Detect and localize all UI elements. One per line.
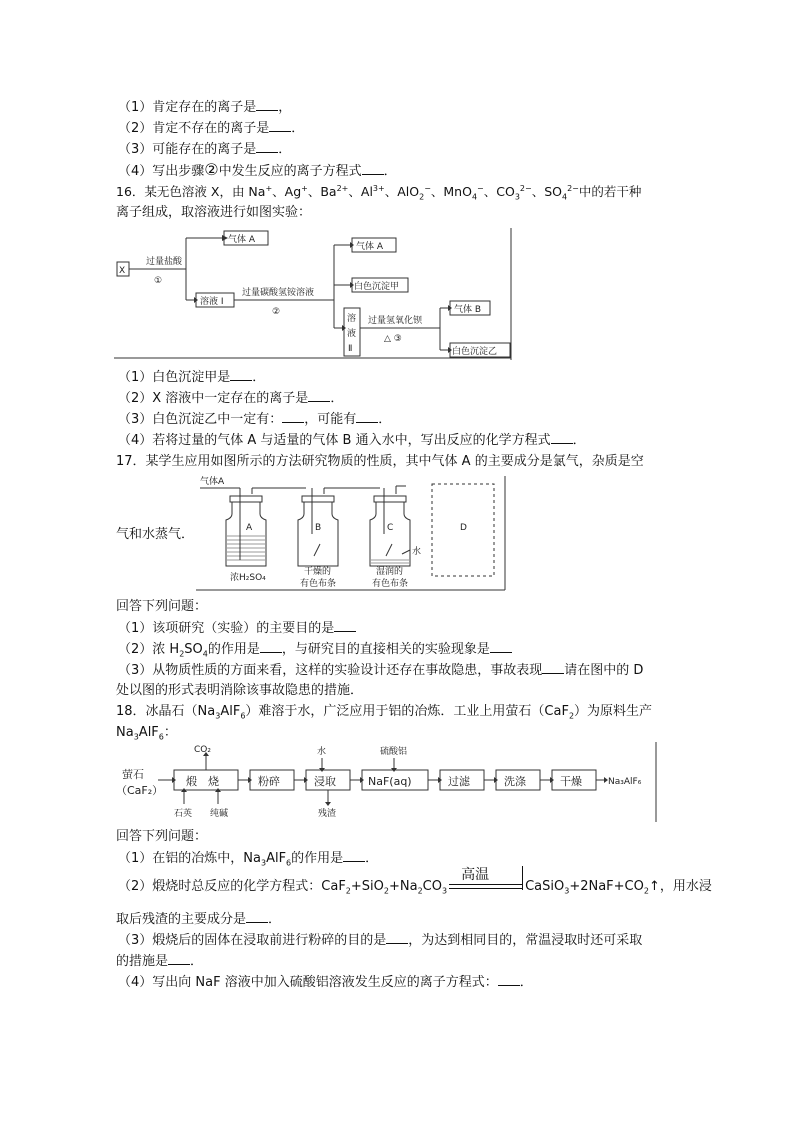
wet-cloth-label-2: 有色布条 <box>372 579 409 589</box>
punct: ． <box>378 412 392 427</box>
sub: 3 <box>514 192 520 202</box>
equation-bar <box>522 866 523 890</box>
sub: 3 <box>215 711 221 721</box>
answer-blank[interactable] <box>168 952 190 965</box>
sub: 2 <box>419 192 425 202</box>
punct: ． <box>330 391 344 406</box>
punct: ． <box>365 851 379 866</box>
bottle-a-stopper <box>230 496 262 502</box>
sub: 2 <box>179 649 185 659</box>
answer-blank[interactable] <box>282 410 304 423</box>
q16-line-2 <box>118 389 343 408</box>
sup: 3+ <box>372 183 385 193</box>
water-label: 水 <box>317 747 327 757</box>
answer-blank[interactable] <box>334 619 356 632</box>
sup: 2− <box>519 183 532 193</box>
wet-cloth <box>386 544 392 556</box>
equation-line <box>449 888 523 889</box>
q16-p4-text: （4）若将过量的气体 A 与适量的气体 B 通入水中，写出反应的化学方程式 <box>118 433 551 448</box>
q16-stem: 16．某无色溶液 X，由 Na+、Ag+、$Ba^{2+}$、$Al^{3+}$、AlO$_2$−、MnO$_4$−、$CO_3^{2-}$、$SO_4^{2-}$中的若干种 <box>116 183 642 202</box>
reagent-hcl: 过量盐酸 <box>146 257 183 267</box>
q17-p1-text: （1）该项研究（实验）的主要目的是 <box>118 621 335 636</box>
q17-line-2 <box>118 640 512 659</box>
q16-stem-b: 中的若干种 <box>578 184 642 199</box>
co2-label: CO₂ <box>194 745 211 755</box>
q18-p2-text-f: +2NaF+CO <box>569 879 644 894</box>
gas-a-label: 气体 A <box>228 235 256 245</box>
q17-line-4: 处以图的形式表明消除该事故隐患的措施． <box>116 683 364 698</box>
gas-b-label: 气体 B <box>454 305 482 315</box>
bottle-b <box>298 502 338 566</box>
fluorite-formula: （CaF₂） <box>116 784 164 797</box>
answer-blank[interactable] <box>246 910 268 923</box>
q16-stem-2: 离子组成，取溶液进行如图实验： <box>116 205 312 220</box>
q17-p3-text-b: 请在图中的 D <box>564 663 644 678</box>
q15-p1-text: （1）肯定存在的离子是 <box>118 100 257 115</box>
q18-p3-text-b: ，为达到相同目的，常温浸取时还可采取 <box>408 933 643 948</box>
quartz-label: 石英 <box>174 809 193 819</box>
q18-stem2-a: Na <box>116 725 134 740</box>
q15-line-3 <box>118 140 291 159</box>
sup: 2+ <box>336 183 349 193</box>
q18-stem-a: 18．冰晶石（Na <box>116 704 216 719</box>
answer-blank[interactable] <box>256 140 278 153</box>
solution-2-label: Ⅱ <box>348 344 353 354</box>
q18-process-diagram <box>114 742 659 822</box>
q17-p2-text-d: ，与研究目的直接相关的实验现象是 <box>281 642 490 657</box>
leach-label: 浸取 <box>314 775 336 788</box>
q18-stem2-c: ： <box>163 725 177 740</box>
answer-blank[interactable] <box>308 389 330 402</box>
bottle-c <box>370 502 410 566</box>
calcine-label: 煅 烧 <box>186 775 219 788</box>
q15-line-4 <box>118 161 397 181</box>
q16-stem-a: 16．某无色溶液 X，由 Na <box>116 184 266 199</box>
q18-stem-d: ）为原料生产 <box>574 704 653 719</box>
q15-p3-text: （3）可能存在的离子是 <box>118 142 257 157</box>
solution-2-label: 溶 <box>347 314 357 324</box>
ppt-b-label: 白色沉淀乙 <box>452 347 498 357</box>
q15-p4-text-b: 中发生反应的离子方程式 <box>218 164 362 179</box>
sub: 3 <box>133 732 139 742</box>
q18-p4-text: （4）写出向 NaF 溶液中加入硫酸铝溶液发生反应的离子方程式： <box>118 975 498 990</box>
step-2: ② <box>272 307 281 317</box>
residue-label: 残渣 <box>318 809 337 819</box>
grind-label: 粉碎 <box>258 775 280 788</box>
answer-blank[interactable] <box>230 368 252 381</box>
punct: ． <box>278 142 292 157</box>
sub: 6 <box>158 732 164 742</box>
answer-blank[interactable] <box>356 410 378 423</box>
h2so4-label: 浓H₂SO₄ <box>230 573 266 583</box>
q18-answer-heading: 回答下列问题： <box>116 829 208 844</box>
q17-p2-text: （2）浓 H <box>118 642 180 657</box>
sub: 4 <box>471 192 478 202</box>
q18-p1-text: （1）在铝的冶炼中，Na <box>118 851 261 866</box>
gas-a-label: 气体A <box>200 477 225 487</box>
q16-line-1 <box>118 368 265 387</box>
q17-line-1 <box>118 619 356 638</box>
answer-blank[interactable] <box>498 973 520 986</box>
q18-p3-text-c: 的措施是 <box>116 954 169 969</box>
q17-p3-text: （3）从物质性质的方面来看，这样的实验设计还存在事故隐患，事故表现 <box>118 663 543 678</box>
answer-blank[interactable] <box>362 162 384 175</box>
sup: 2− <box>567 183 579 193</box>
q18-stem-2 <box>116 724 177 742</box>
reaction-condition <box>449 866 523 894</box>
q16-p3-text-b: ，可能有 <box>304 412 357 427</box>
punct: ． <box>383 164 397 179</box>
solution-2-label: 液 <box>347 329 357 339</box>
q17-answer-heading: 回答下列问题： <box>116 599 208 614</box>
q16-line-4 <box>118 431 586 450</box>
q18-stem-b: AlF <box>220 704 241 719</box>
fluorite-label: 萤石 <box>122 768 144 781</box>
q16-p1-text: （1）白色沉淀甲是 <box>118 370 231 385</box>
punct: ． <box>252 370 266 385</box>
q18-p3-text: （3）煅烧后的固体在浸取前进行粉碎的目的是 <box>118 933 387 948</box>
q15-line-1 <box>118 98 291 117</box>
q16-line-3 <box>118 410 391 429</box>
punct: ． <box>291 121 305 136</box>
sub: 3 <box>260 858 267 868</box>
naf-label: NaF(aq) <box>368 775 412 788</box>
q18-stem-c: ）难溶于水，广泛应用于铝的冶炼．工业上用萤石（CaF <box>245 704 569 719</box>
q15-line-2 <box>118 119 304 138</box>
bottle-b-stopper <box>302 496 334 502</box>
step-1: ① <box>154 276 163 286</box>
answer-blank[interactable] <box>386 931 408 944</box>
answer-blank[interactable] <box>256 98 278 111</box>
answer-blank[interactable] <box>260 640 282 653</box>
answer-blank[interactable] <box>490 640 512 653</box>
wash-label: 洗涤 <box>504 775 526 788</box>
q18-p2-text-h: 取后残渣的主要成分是 <box>116 912 247 927</box>
q17-line-3 <box>118 661 643 680</box>
q16-flow-diagram <box>114 228 514 360</box>
q18-p2-text: （2）煅烧时总反应的化学方程式：CaF <box>118 879 346 894</box>
q17-stem: 17．某学生应用如图所示的方法研究物质的性质，其中气体 A 的主要成分是氯气，杂质是空 <box>116 454 644 469</box>
solution-1-label: 溶液 Ⅰ <box>200 297 224 307</box>
bottle-b-label: B <box>315 523 322 533</box>
punct: ． <box>268 912 282 927</box>
sub: 4 <box>202 649 208 659</box>
water-label: 水 <box>412 547 422 557</box>
q18-line-2b <box>116 910 281 929</box>
sub: 2 <box>568 711 575 721</box>
punct: ． <box>190 954 204 969</box>
sub: 3 <box>441 886 448 896</box>
q18-stem <box>116 703 652 721</box>
q18-p1-text-b: AlF <box>266 851 287 866</box>
dry-cloth <box>314 544 320 556</box>
q18-p2-text-d: CO <box>422 879 442 894</box>
box-d-label: D <box>460 523 467 533</box>
bottle-c-stopper <box>374 496 406 502</box>
q18-p2-text-g: ↑，用水浸 <box>648 879 712 894</box>
sup: − <box>424 183 431 193</box>
dry-cloth-label: 干燥的 <box>304 567 332 577</box>
q18-line-3b <box>116 952 203 971</box>
q16-p2-text: （2）X 溶液中一定存在的离子是 <box>118 391 309 406</box>
q18-p1-text-c: 的作用是 <box>291 851 344 866</box>
answer-blank[interactable] <box>269 119 291 132</box>
answer-blank[interactable] <box>343 849 365 862</box>
q18-line-1 <box>118 849 378 868</box>
bottle-a-label: A <box>246 523 253 533</box>
answer-blank[interactable] <box>551 431 573 444</box>
q18-p2-text-b: +SiO <box>350 879 384 894</box>
product-label: Na₃AlF₆ <box>608 777 642 787</box>
sub: 2 <box>417 886 423 896</box>
q15-p2-text: （2）肯定不存在的离子是 <box>118 121 270 136</box>
sub: 2 <box>643 886 649 896</box>
al-sulfate-label: 硫酸铝 <box>380 747 408 757</box>
sub: 6 <box>240 711 246 721</box>
q18-p2-text-c: +Na <box>388 879 418 894</box>
punct: ． <box>572 433 586 448</box>
q17-p2-text-b: SO <box>184 642 203 657</box>
sup: + <box>265 183 273 193</box>
q15-p4-text: （4）写出步骤 <box>118 164 205 179</box>
gas-a2-label: 气体 A <box>356 242 384 252</box>
sub: 2 <box>383 886 389 896</box>
sub: 2 <box>345 886 351 896</box>
soda-label: 纯碱 <box>210 809 229 819</box>
bottle-c-label: C <box>387 523 394 533</box>
q17-apparatus-diagram <box>196 474 508 592</box>
x-label: X <box>119 266 126 276</box>
sup: + <box>301 183 308 193</box>
circled-two: ② <box>204 160 219 179</box>
sub: 6 <box>286 858 292 868</box>
q17-p2-text-c: 的作用是 <box>207 642 260 657</box>
dry-cloth-label-2: 有色布条 <box>300 579 337 589</box>
sub: 4 <box>561 192 568 202</box>
ppt-a-label: 白色沉淀甲 <box>354 282 400 292</box>
q18-line-2 <box>118 866 712 896</box>
reagent-nh4hco3: 过量碳酸氢铵溶液 <box>242 288 315 298</box>
q18-p2-text-e: CaSiO <box>525 879 565 894</box>
punct: ． <box>519 975 533 990</box>
reagent-baoh2: 过量氢氧化钡 <box>368 316 423 326</box>
sup: − <box>477 183 484 193</box>
wet-cloth-label: 湿润的 <box>376 567 404 577</box>
q18-line-4 <box>118 973 533 992</box>
answer-blank[interactable] <box>542 661 564 674</box>
sub: 3 <box>564 886 570 896</box>
condition-high-temp: 高温 <box>461 866 490 883</box>
q18-line-3 <box>118 931 642 950</box>
step-3: △ ③ <box>384 334 402 344</box>
punct: ， <box>278 100 292 115</box>
filter-label: 过滤 <box>448 775 470 788</box>
equation-line <box>449 884 523 885</box>
q16-p3-text: （3）白色沉淀乙中一定有： <box>118 412 283 427</box>
bottle-a <box>226 502 266 566</box>
q18-stem2-b: AlF <box>138 725 159 740</box>
q17-stem-2: 气和水蒸气． <box>116 527 195 542</box>
water-pointer <box>402 550 410 554</box>
dry-label: 干燥 <box>560 775 582 788</box>
